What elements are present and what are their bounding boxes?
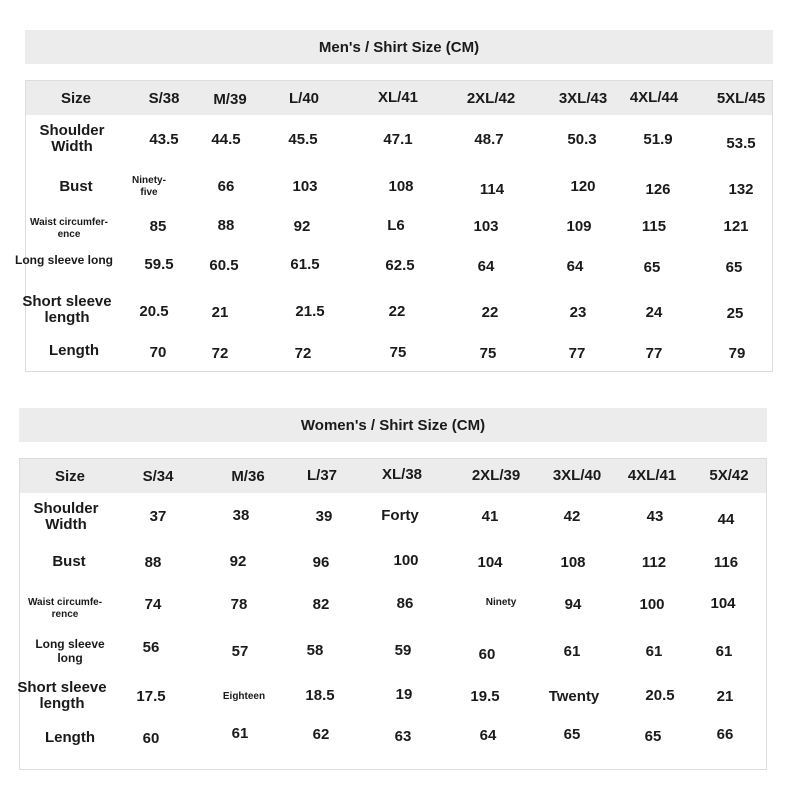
mens-row-label: Bust: [59, 178, 93, 195]
mens-size-col: XL/41: [377, 89, 419, 106]
womens-value: 41: [481, 508, 499, 525]
womens-value: 63: [394, 728, 412, 745]
womens-row-label: Waist circumfe-rence: [27, 597, 103, 620]
womens-title: Women's / Shirt Size (CM): [300, 416, 486, 434]
womens-value: 108: [560, 554, 586, 571]
womens-value: 19.5: [470, 688, 500, 705]
womens-value: 100: [639, 596, 665, 613]
womens-value: Eighteen: [222, 691, 266, 702]
womens-value: 94: [564, 596, 582, 613]
mens-value: 45.5: [288, 131, 318, 148]
mens-title-bar: [25, 30, 773, 64]
mens-value: 121: [723, 218, 749, 235]
womens-value: 61: [231, 725, 249, 742]
womens-value: Twenty: [548, 688, 600, 705]
womens-size-header: Size: [54, 468, 85, 485]
mens-value: 126: [645, 181, 671, 198]
mens-value: 64: [566, 258, 584, 275]
womens-size-col: 4XL/41: [627, 467, 677, 484]
womens-value: 100: [393, 552, 419, 569]
womens-value: 62: [312, 726, 330, 743]
womens-value: 64: [479, 727, 497, 744]
mens-value: 65: [643, 259, 661, 276]
mens-row-label: Length: [49, 342, 99, 359]
womens-title-bar: [19, 408, 767, 442]
womens-size-col: 5X/42: [709, 467, 749, 484]
mens-value: 53.5: [726, 135, 756, 152]
mens-value: 77: [645, 345, 663, 362]
womens-value: 65: [563, 726, 581, 743]
womens-value: 116: [713, 554, 739, 571]
womens-value: 18.5: [305, 687, 335, 704]
mens-value: 79: [728, 345, 746, 362]
mens-value: 43.5: [149, 131, 179, 148]
womens-value: 61: [715, 643, 733, 660]
mens-value: 51.9: [643, 131, 673, 148]
mens-value: 64: [477, 258, 495, 275]
mens-value: 85: [149, 218, 167, 235]
womens-value: 61: [645, 643, 663, 660]
womens-value: 38: [232, 507, 250, 524]
mens-title: Men's / Shirt Size (CM): [318, 38, 480, 56]
womens-size-table: [19, 458, 767, 770]
mens-value: 92: [293, 218, 311, 235]
womens-value: 86: [396, 595, 414, 612]
womens-value: 21: [716, 688, 734, 705]
womens-size-col: M/36: [231, 468, 265, 485]
mens-value: 115: [641, 218, 667, 235]
mens-value: 44.5: [211, 131, 241, 148]
womens-value: 66: [716, 726, 734, 743]
mens-size-col: 3XL/43: [558, 90, 608, 107]
mens-value: 77: [568, 345, 586, 362]
womens-value: 57: [231, 643, 249, 660]
mens-value: 25: [726, 305, 744, 322]
mens-value: 132: [728, 181, 754, 198]
womens-value: 92: [229, 553, 247, 570]
womens-value: 43: [646, 508, 664, 525]
womens-value: 39: [315, 508, 333, 525]
mens-value: 114: [479, 181, 505, 198]
mens-value: 21: [211, 304, 229, 321]
womens-value: 60: [478, 646, 496, 663]
womens-value: 44: [717, 511, 735, 528]
womens-row-label: Short sleeve length: [17, 679, 107, 712]
womens-size-col: XL/38: [381, 466, 423, 483]
mens-size-col: 5XL/45: [716, 90, 766, 107]
mens-row-label: Long sleeve long: [14, 253, 113, 267]
womens-row-label: Long sleeve long: [35, 637, 105, 665]
womens-value: 78: [230, 596, 248, 613]
mens-value: 22: [388, 303, 406, 320]
mens-value: 72: [211, 345, 229, 362]
mens-size-col: M/39: [213, 91, 247, 108]
mens-value: 50.3: [567, 131, 597, 148]
mens-value: 62.5: [385, 257, 415, 274]
mens-value: L6: [387, 217, 405, 234]
womens-value: 42: [563, 508, 581, 525]
womens-value: 104: [710, 595, 736, 612]
womens-size-col: 2XL/39: [471, 467, 521, 484]
mens-value: 70: [149, 344, 167, 361]
mens-value: 23: [569, 304, 587, 321]
mens-value: 61.5: [290, 256, 320, 273]
mens-value: Ninety-five: [132, 175, 166, 198]
mens-row-label: Waist circumfer-ence: [30, 217, 108, 240]
mens-value: 109: [566, 218, 592, 235]
mens-size-col: S/38: [148, 90, 180, 107]
mens-value: 72: [294, 345, 312, 362]
mens-size-col: L/40: [288, 90, 319, 107]
womens-value: 17.5: [136, 688, 166, 705]
womens-size-col: S/34: [142, 468, 174, 485]
mens-value: 65: [725, 259, 743, 276]
womens-value: 88: [144, 554, 162, 571]
mens-value: 22: [481, 304, 499, 321]
womens-value: 65: [644, 728, 662, 745]
womens-value: 20.5: [645, 687, 675, 704]
mens-value: 120: [570, 178, 596, 195]
mens-row-label: Shoulder Width: [39, 122, 105, 155]
mens-value: 108: [388, 178, 414, 195]
mens-value: 88: [217, 217, 235, 234]
womens-size-col: L/37: [306, 467, 337, 484]
mens-value: 24: [645, 304, 663, 321]
mens-size-col: 4XL/44: [629, 89, 679, 106]
mens-value: 75: [479, 345, 497, 362]
mens-value: 66: [217, 178, 235, 195]
womens-value: 19: [395, 686, 413, 703]
mens-value: 103: [473, 218, 499, 235]
womens-value: 58: [306, 642, 324, 659]
mens-value: 21.5: [295, 303, 325, 320]
mens-size-header: Size: [60, 90, 91, 107]
womens-value: 61: [563, 643, 581, 660]
womens-value: Ninety: [485, 597, 517, 608]
mens-size-col: 2XL/42: [466, 90, 516, 107]
womens-value: 74: [144, 596, 162, 613]
womens-value: 60: [142, 730, 160, 747]
womens-row-label: Shoulder Width: [33, 500, 99, 533]
womens-value: 82: [312, 596, 330, 613]
womens-value: Forty: [381, 507, 419, 524]
mens-row-label: Short sleeve length: [22, 293, 112, 326]
womens-value: 104: [477, 554, 503, 571]
womens-size-col: 3XL/40: [552, 467, 602, 484]
womens-value: 59: [394, 642, 412, 659]
womens-row-label: Bust: [52, 553, 86, 570]
mens-value: 47.1: [383, 131, 413, 148]
mens-size-table: [14, 80, 773, 372]
womens-value: 96: [312, 554, 330, 571]
womens-value: 56: [142, 639, 160, 656]
mens-value: 48.7: [474, 131, 504, 148]
womens-value: 37: [149, 508, 167, 525]
mens-value: 60.5: [209, 257, 239, 274]
mens-value: 20.5: [139, 303, 169, 320]
mens-value: 75: [389, 344, 407, 361]
mens-value: 103: [292, 178, 318, 195]
womens-value: 112: [641, 554, 667, 571]
mens-value: 59.5: [144, 256, 174, 273]
womens-row-label: Length: [45, 729, 95, 746]
